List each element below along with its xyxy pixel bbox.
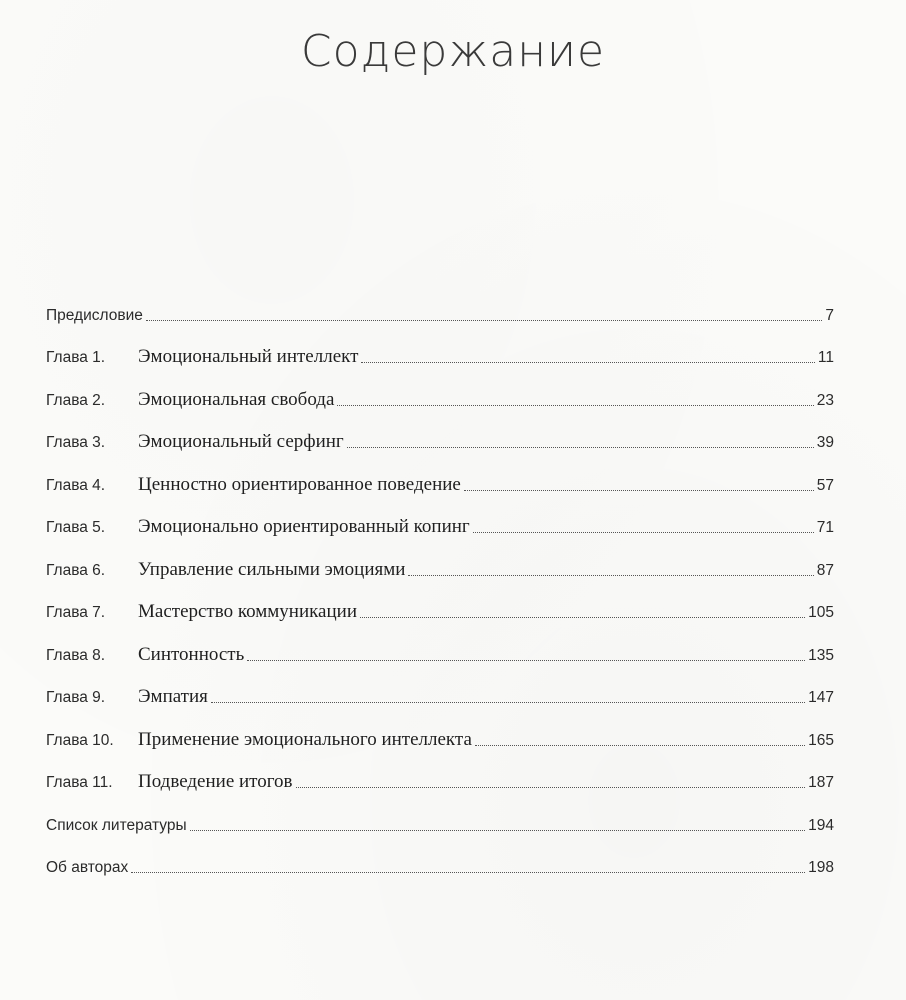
chapter-number: Глава 7. xyxy=(46,604,106,621)
toc-entry-chapter-8 xyxy=(46,623,834,666)
dot-leader xyxy=(190,830,805,831)
toc-page-number: 7 xyxy=(825,306,834,324)
toc-entry-preface xyxy=(46,283,834,326)
dot-leader xyxy=(361,362,814,363)
chapter-number: Глава 11. xyxy=(46,774,113,791)
chapter-number: Глава 1. xyxy=(46,349,106,366)
toc-entry-bibliography xyxy=(46,793,834,836)
toc-page-number: 11 xyxy=(817,349,834,366)
chapter-number: Глава 5. xyxy=(46,519,106,536)
toc-entry-chapter-11 xyxy=(46,751,834,794)
dot-leader xyxy=(347,447,814,448)
chapter-title: Эмоциональный серфинг xyxy=(138,431,344,452)
toc-page-number: 165 xyxy=(808,731,834,749)
chapter-title: Эмоциональная свобода xyxy=(138,388,335,410)
toc-page-number: 187 xyxy=(808,774,834,791)
page-title: Содержание xyxy=(300,26,606,77)
chapter-number: Глава 6. xyxy=(46,561,106,579)
dot-leader xyxy=(296,787,806,788)
toc-page-number: 23 xyxy=(816,391,834,409)
toc-page-number: 57 xyxy=(816,476,834,494)
chapter-title: Мастерство коммуникации xyxy=(138,601,357,622)
chapter-number: Глава 8. xyxy=(46,646,106,664)
table-of-contents xyxy=(46,283,834,878)
dot-leader xyxy=(475,745,805,746)
chapter-number: Глава 9. xyxy=(46,689,106,706)
dot-leader xyxy=(146,320,823,321)
chapter-number: Глава 4. xyxy=(46,476,106,494)
toc-page-number: 87 xyxy=(816,561,834,579)
toc-page-number: 105 xyxy=(808,604,834,621)
chapter-number: Глава 3. xyxy=(46,434,106,451)
toc-entry-chapter-2 xyxy=(46,368,834,411)
toc-entry-chapter-9 xyxy=(46,666,834,709)
toc-page-number: 135 xyxy=(808,646,834,664)
toc-entry-chapter-1 xyxy=(46,326,834,369)
chapter-title: Эмоционально ориентированный копинг xyxy=(138,516,470,537)
dot-leader xyxy=(211,702,805,703)
toc-entry-chapter-5 xyxy=(46,496,834,539)
chapter-title: Эмпатия xyxy=(138,686,208,707)
toc-entry-about-authors xyxy=(46,836,834,879)
chapter-title: Управление сильными эмоциями xyxy=(138,558,406,580)
toc-page-number: 39 xyxy=(816,434,834,451)
chapter-title: Применение эмоционального интеллекта xyxy=(138,728,472,750)
dot-leader xyxy=(464,490,814,491)
chapter-title: Подведение итогов xyxy=(138,771,293,792)
chapter-title: Синтонность xyxy=(138,643,245,665)
dot-leader xyxy=(131,872,805,873)
toc-page-number: 194 xyxy=(808,816,834,834)
toc-entry-chapter-3 xyxy=(46,411,834,454)
toc-entry-chapter-4 xyxy=(46,453,834,496)
toc-entry-chapter-7 xyxy=(46,581,834,624)
chapter-number: Глава 10. xyxy=(46,731,114,749)
dot-leader xyxy=(360,617,805,618)
toc-entry-label: Предисловие xyxy=(46,306,143,324)
dot-leader xyxy=(247,660,805,661)
toc-entry-chapter-6 xyxy=(46,538,834,581)
dot-leader xyxy=(473,532,814,533)
dot-leader xyxy=(337,405,813,406)
toc-entry-label: Список литературы xyxy=(46,816,187,834)
toc-page-number: 198 xyxy=(808,859,834,876)
toc-page-number: 147 xyxy=(808,689,834,706)
toc-page-number: 71 xyxy=(816,519,834,536)
toc-entry-label: Об авторах xyxy=(46,859,129,876)
dot-leader xyxy=(408,575,813,576)
chapter-title: Эмоциональный интеллект xyxy=(138,346,359,367)
toc-entry-chapter-10 xyxy=(46,708,834,751)
chapter-number: Глава 2. xyxy=(46,391,106,409)
chapter-title: Ценностно ориентированное поведение xyxy=(138,473,461,495)
